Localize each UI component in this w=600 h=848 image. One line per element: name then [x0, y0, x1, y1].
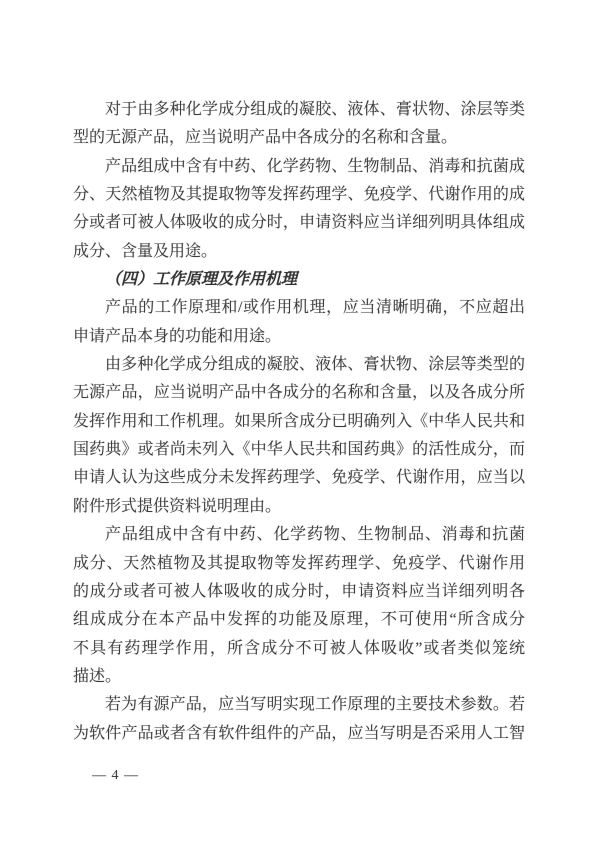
paragraph-line: 描述。	[73, 667, 122, 685]
paragraph-line: 申请产品本身的功能和用途。	[73, 327, 282, 345]
paragraph-line: 国药典》或者尚未列入《中华人民共和国药典》的活性成分，而	[73, 441, 525, 459]
document-body	[73, 96, 525, 748]
paragraph-line: 分、天然植物及其提取物等发挥药理学、免疫学、代谢作用的成	[73, 186, 525, 204]
paragraph-line: 为软件产品或者含有软件组件的产品，应当写明是否采用人工智	[73, 724, 525, 742]
paragraph-line: 产品组成中含有中药、化学药物、生物制品、消毒和抗菌成	[105, 157, 525, 175]
paragraph-line: 组成成分在本产品中发挥的功能及原理，不可使用“所含成分	[73, 611, 525, 629]
paragraph-line: 无源产品，应当说明产品中各成分的名称和含量，以及各成分所	[73, 384, 525, 402]
paragraph-line: 发挥作用和工作机理。如果所含成分已明确列入《中华人民共和	[73, 412, 525, 430]
page-number: — 4 —	[92, 768, 139, 783]
paragraph-line: 申请人认为这些成分未发挥药理学、免疫学、代谢作用，应当以	[73, 469, 525, 487]
paragraph-line: 不具有药理学作用，所含成分不可被人体吸收”或者类似笼统	[73, 639, 525, 657]
paragraph-line: 型的无源产品，应当说明产品中各成分的名称和含量。	[73, 129, 458, 147]
paragraph-line: 若为有源产品，应当写明实现工作原理的主要技术参数。若	[105, 696, 525, 714]
paragraph-line: 对于由多种化学成分组成的凝胶、液体、膏状物、涂层等类	[105, 101, 525, 118]
paragraph-line: 成分、天然植物及其提取物等发挥药理学、免疫学、代谢作用	[73, 554, 525, 572]
paragraph-line: 产品组成中含有中药、化学药物、生物制品、消毒和抗菌	[105, 526, 525, 544]
paragraph-line: 分或者可被人体吸收的成分时，申请资料应当详细列明具体组成	[73, 214, 525, 232]
paragraph-line: 产品的工作原理和/或作用机理，应当清晰明确，不应超出	[105, 299, 525, 317]
paragraph-line: 成分、含量及用途。	[73, 242, 218, 260]
paragraph-line: 附件形式提供资料说明理由。	[73, 497, 282, 515]
section-heading: （四）工作原理及作用机理	[105, 271, 298, 289]
paragraph-line: 的成分或者可被人体吸收的成分时，申请资料应当详细列明各	[73, 582, 525, 600]
paragraph-line: 由多种化学成分组成的凝胶、液体、膏状物、涂层等类型的	[105, 356, 525, 374]
